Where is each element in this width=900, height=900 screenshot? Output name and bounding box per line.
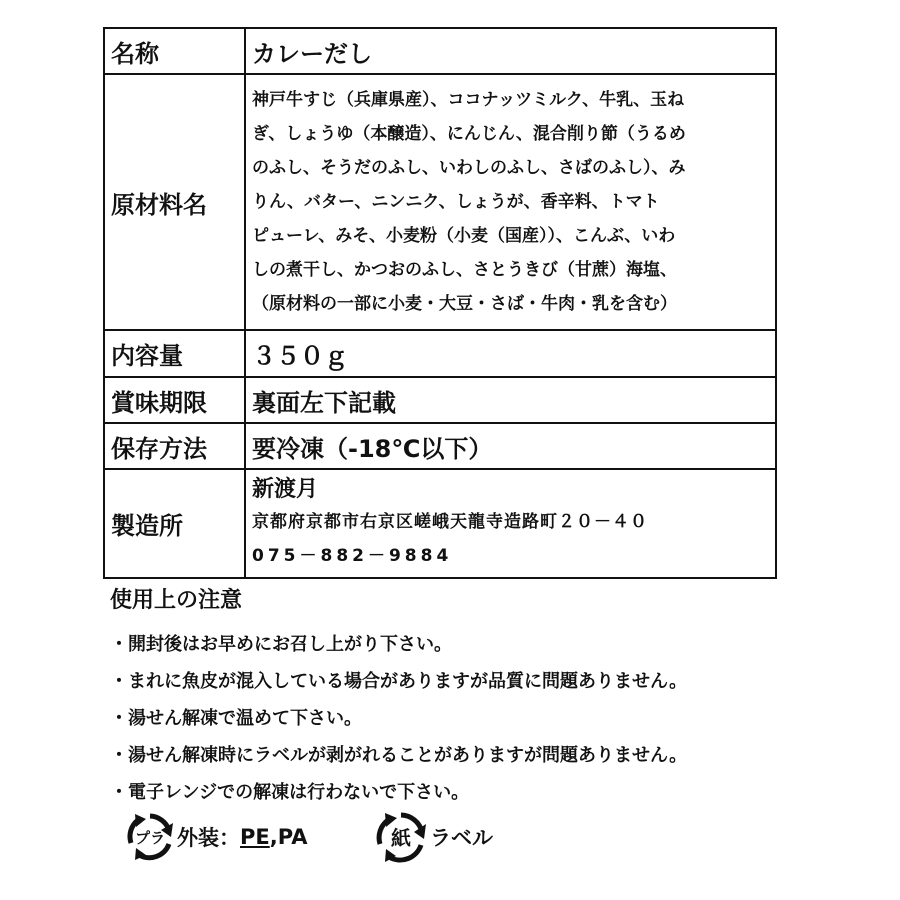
row-manufacturer — [104, 469, 776, 578]
plastic-material-pa: ,PA — [269, 825, 308, 849]
manufacturer-name: 新渡月 — [252, 476, 319, 502]
ingredients-text — [252, 83, 775, 321]
paper-mark-text: 紙 — [391, 826, 411, 850]
best-before-value: 裏面左下記載 — [245, 377, 776, 423]
ingredients-label: 原材料名 — [104, 74, 245, 330]
plastic-label: 外装： — [177, 826, 240, 850]
ingredients-line: ピューレ、みそ、小麦粉（小麦（国産））、こんぶ、いわ — [252, 226, 676, 246]
row-best-before — [104, 377, 776, 423]
name-value: カレーだし — [245, 28, 776, 74]
ingredients-line: しの煮干し、かつおのふし、さとうきび（甘蔗）海塩、 — [252, 260, 677, 280]
ingredients-line: 神戸牛すじ（兵庫県産）、ココナッツミルク、牛乳、玉ね — [252, 90, 685, 110]
storage-label: 保存方法 — [104, 423, 245, 469]
name-label: 名称 — [104, 28, 245, 74]
storage-value: 要冷凍（-18℃以下） — [245, 423, 776, 469]
ingredients-line: ぎ、しょうゆ（本醸造）、にんじん、混合削り節（うるめ — [252, 124, 686, 144]
row-content — [104, 330, 776, 377]
note-item: ・電子レンジでの解凍は行わないで下さい。 — [110, 782, 470, 803]
paper-label: ラベル — [430, 826, 493, 850]
ingredients-line: りん、バター、ニンニク、しょうが、香辛料、トマト — [252, 192, 660, 212]
manufacturer-value — [245, 469, 776, 578]
manufacturer-label: 製造所 — [104, 469, 245, 578]
label-table — [103, 27, 777, 579]
ingredients-line: のふし、そうだのふし、いわしのふし、さばのふし）、み — [252, 158, 686, 178]
ingredients-value — [245, 74, 776, 330]
row-storage — [104, 423, 776, 469]
best-before-label: 賞味期限 — [104, 377, 245, 423]
row-name — [104, 28, 776, 74]
ingredients-line: （原材料の一部に小麦・大豆・さば・牛肉・乳を含む） — [252, 294, 677, 314]
note-item: ・まれに魚皮が混入している場合がありますが品質に問題ありません。 — [110, 671, 688, 692]
content-value: ３５０ｇ — [245, 330, 776, 377]
manufacturer-address: 京都府京都市右京区嵯峨天龍寺造路町２０－４０ — [252, 511, 648, 532]
recycle-plastic-mark — [123, 810, 307, 864]
note-item: ・開封後はお早めにお召し上がり下さい。 — [110, 634, 452, 655]
row-ingredients — [104, 74, 776, 330]
paper-recycle-icon — [372, 810, 430, 864]
plastic-mark-text: プラ — [134, 829, 166, 847]
manufacturer-tel: 075－882－9884 — [252, 545, 453, 566]
note-item: ・湯せん解凍時にラベルが剥がれることがありますが問題ありません。 — [110, 745, 688, 766]
usage-notes — [110, 583, 830, 811]
plastic-recycle-icon — [123, 810, 177, 864]
content-label: 内容量 — [104, 330, 245, 377]
notes-title: 使用上の注意 — [110, 588, 243, 613]
recycle-paper-mark — [372, 810, 493, 864]
plastic-material-pe: PE — [240, 825, 270, 849]
note-item: ・湯せん解凍で温めて下さい。 — [110, 708, 362, 729]
